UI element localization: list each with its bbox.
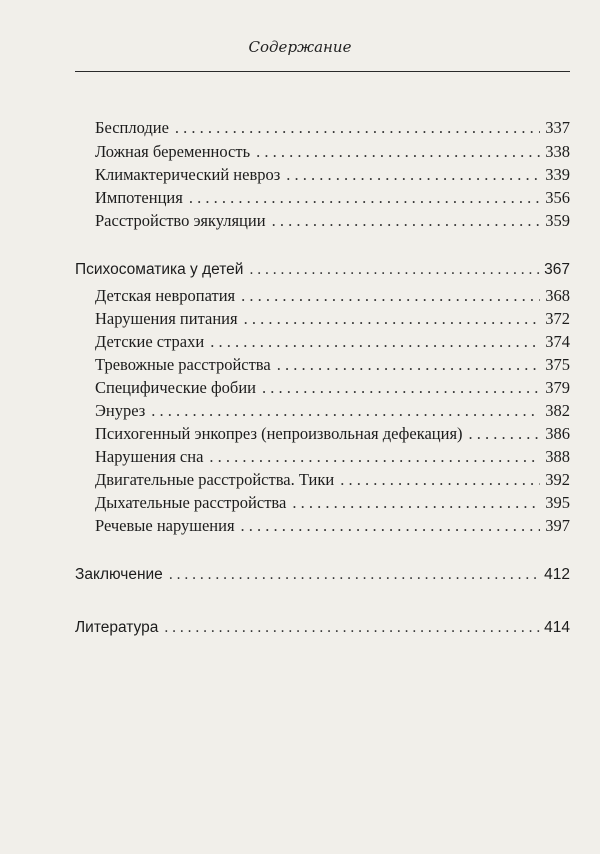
toc-entry-page: 392 bbox=[545, 470, 570, 489]
dot-leader bbox=[249, 261, 540, 279]
toc-entry-title: Специфические фобии bbox=[95, 378, 256, 397]
dot-leader bbox=[164, 619, 540, 637]
dot-leader bbox=[244, 309, 540, 329]
toc-entry-page: 397 bbox=[545, 516, 570, 535]
dot-leader bbox=[209, 447, 540, 467]
toc-entry bbox=[95, 286, 570, 306]
toc-entry bbox=[95, 332, 570, 352]
toc-entry-page: 359 bbox=[545, 211, 570, 230]
toc-entry bbox=[95, 118, 570, 138]
toc-entry-title: Психогенный энкопрез (непроизвольная дефекация) bbox=[95, 424, 463, 443]
toc-entry bbox=[95, 211, 570, 231]
toc-entry-page: 356 bbox=[545, 188, 570, 207]
toc-entry-page: 388 bbox=[545, 447, 570, 466]
header-rule bbox=[75, 71, 570, 72]
toc-entry bbox=[95, 493, 570, 513]
toc-entry bbox=[95, 355, 570, 375]
dot-leader bbox=[175, 118, 540, 138]
toc-section-entry bbox=[75, 261, 570, 279]
toc-entry-title: Дыхательные расстройства bbox=[95, 493, 287, 512]
toc-entry bbox=[95, 165, 570, 185]
dot-leader bbox=[469, 424, 540, 444]
dot-leader bbox=[286, 165, 540, 185]
dot-leader bbox=[340, 470, 540, 490]
toc-entry-title: Литература bbox=[75, 619, 159, 636]
toc-entry-page: 375 bbox=[545, 355, 570, 374]
toc-entry-page: 372 bbox=[545, 309, 570, 328]
toc-entry-title: Бесплодие bbox=[95, 118, 169, 137]
toc-entry bbox=[95, 424, 570, 444]
toc-entry bbox=[95, 516, 570, 536]
dot-leader bbox=[169, 566, 540, 584]
toc-entry-page: 368 bbox=[545, 286, 570, 305]
running-head: Содержание bbox=[248, 38, 352, 56]
dot-leader bbox=[189, 188, 540, 208]
dot-leader bbox=[277, 355, 540, 375]
toc-entry-page: 338 bbox=[545, 142, 570, 161]
toc-entry-page: 395 bbox=[545, 493, 570, 512]
toc-section-entry bbox=[75, 619, 570, 637]
toc-entry-page: 339 bbox=[545, 165, 570, 184]
toc-entry-title: Климактерический невроз bbox=[95, 165, 281, 184]
toc-entry bbox=[95, 378, 570, 398]
toc-entry bbox=[95, 309, 570, 329]
toc-entry-title: Нарушения сна bbox=[95, 447, 204, 466]
toc-entry-page: 382 bbox=[545, 401, 570, 420]
dot-leader bbox=[210, 332, 540, 352]
toc-entry bbox=[95, 447, 570, 467]
dot-leader bbox=[292, 493, 540, 513]
toc-entry bbox=[95, 142, 570, 162]
toc-entry-title: Психосоматика у детей bbox=[75, 261, 244, 278]
toc-entry-title: Детская невропатия bbox=[95, 286, 236, 305]
toc-entry-page: 379 bbox=[545, 378, 570, 397]
toc-entry-title: Энурез bbox=[95, 401, 146, 420]
toc-entry-page: 337 bbox=[545, 118, 570, 137]
toc-entry-page: 414 bbox=[544, 619, 570, 636]
toc-entry bbox=[95, 401, 570, 421]
toc-section-entry bbox=[75, 566, 570, 584]
dot-leader bbox=[241, 516, 540, 536]
toc-entry-title: Речевые нарушения bbox=[95, 516, 235, 535]
toc-entry bbox=[95, 470, 570, 490]
toc-entry-page: 367 bbox=[544, 261, 570, 278]
toc-entry-page: 412 bbox=[544, 566, 570, 583]
dot-leader bbox=[151, 401, 540, 421]
dot-leader bbox=[241, 286, 540, 306]
dot-leader bbox=[272, 211, 540, 231]
dot-leader bbox=[262, 378, 540, 398]
toc-entry-title: Расстройство эякуляции bbox=[95, 211, 266, 230]
toc-entry-title: Нарушения питания bbox=[95, 309, 238, 328]
dot-leader bbox=[256, 142, 540, 162]
toc-entry-title: Детские страхи bbox=[95, 332, 205, 351]
toc-entry-title: Ложная беременность bbox=[95, 142, 251, 161]
toc-entry-page: 374 bbox=[545, 332, 570, 351]
toc-entry-title: Импотенция bbox=[95, 188, 183, 207]
toc-entry bbox=[95, 188, 570, 208]
toc-entry-title: Двигательные расстройства. Тики bbox=[95, 470, 335, 489]
toc-entry-title: Заключение bbox=[75, 566, 163, 583]
toc-entry-page: 386 bbox=[545, 424, 570, 443]
toc-entry-title: Тревожные расстройства bbox=[95, 355, 271, 374]
